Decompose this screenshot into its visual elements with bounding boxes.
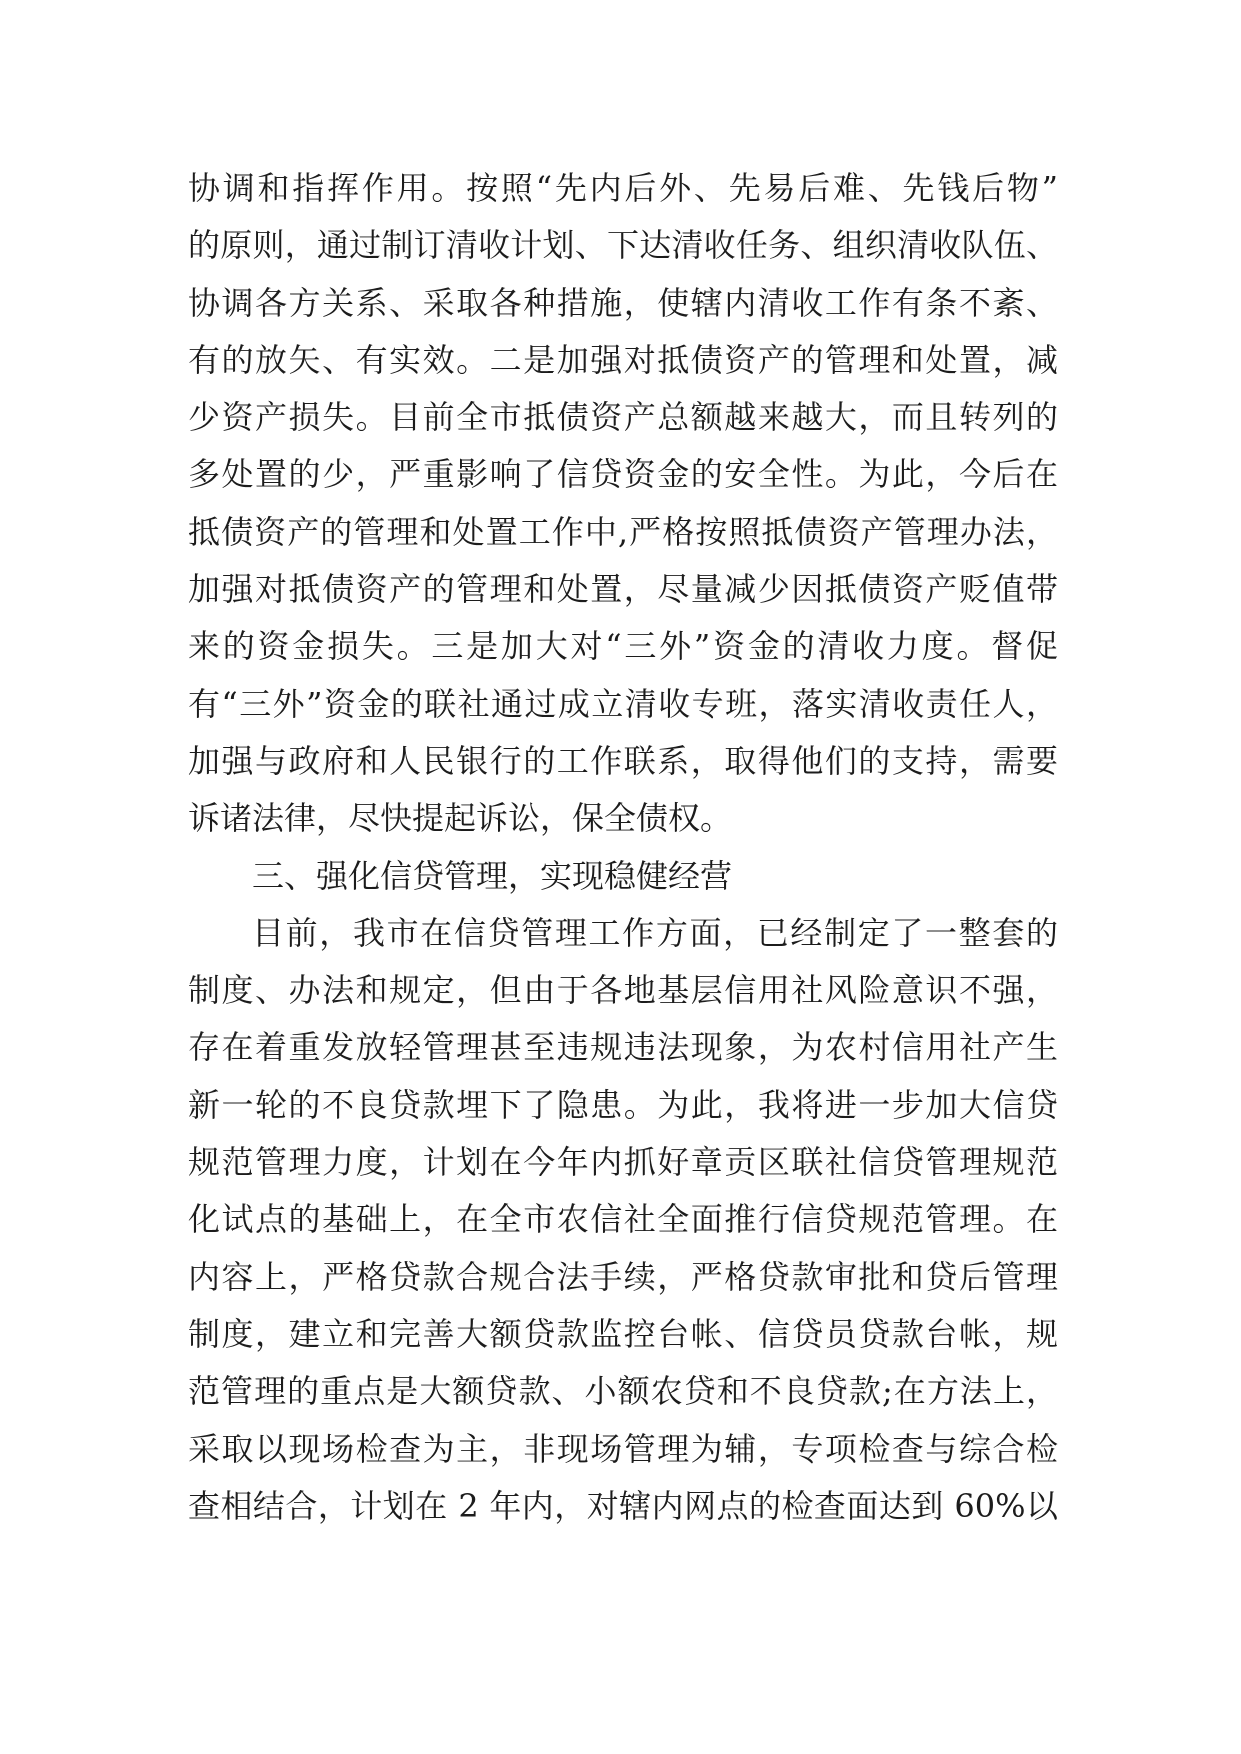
text-line: 诉诸法律，尽快提起诉讼，保全债权。 [188, 799, 733, 838]
section-heading: 三、强化信贷管理，实现稳健经营 [252, 856, 733, 895]
text-line: 加强与政府和人民银行的工作联系，取得他们的支持，需要 [188, 741, 1058, 780]
text-line: 规范管理力度，计划在今年内抓好章贡区联社信贷管理规范 [188, 1143, 1058, 1182]
text-line: 内容上，严格贷款合规合法手续，严格贷款审批和贷后管理 [188, 1257, 1058, 1296]
text-line: 多处置的少，严重影响了信贷资金的安全性。为此，今后在 [188, 455, 1058, 494]
text-line: 协调各方关系、采取各种措施，使辖内清收工作有条不紊、 [188, 283, 1058, 322]
text-line: 目前，我市在信贷管理工作方面，已经制定了一整套的 [252, 913, 1058, 952]
text-line: 化试点的基础上，在全市农信社全面推行信贷规范管理。在 [188, 1200, 1058, 1239]
text-line: 采取以现场检查为主，非现场管理为辅，专项检查与综合检 [188, 1429, 1058, 1468]
text-line: 制度、办法和规定，但由于各地基层信用社风险意识不强， [188, 971, 1058, 1010]
text-line: 有“三外”资金的联社通过成立清收专班，落实清收责任人， [188, 684, 1058, 723]
text-line: 存在着重发放轻管理甚至违规违法现象，为农村信用社产生 [188, 1028, 1058, 1067]
text-line: 范管理的重点是大额贷款、小额农贷和不良贷款;在方法上， [188, 1372, 1058, 1411]
text-line: 有的放矢、有实效。二是加强对抵债资产的管理和处置，减 [188, 340, 1058, 379]
text-line: 协调和指挥作用。按照“先内后外、先易后难、先钱后物” [188, 169, 1058, 207]
text-line: 来的资金损失。三是加大对“三外”资金的清收力度。督促 [188, 627, 1058, 666]
text-line: 加强对抵债资产的管理和处置，尽量减少因抵债资产贬值带 [188, 570, 1058, 609]
text-line: 制度，建立和完善大额贷款监控台帐、信贷员贷款台帐，规 [188, 1314, 1058, 1353]
text-line: 的原则，通过制订清收计划、下达清收任务、组织清收队伍、 [188, 226, 1058, 265]
text-line: 抵债资产的管理和处置工作中,严格按照抵债资产管理办法， [188, 512, 1058, 551]
text-line: 查相结合，计划在 2 年内，对辖内网点的检查面达到 60%以 [188, 1486, 1058, 1525]
document-body [188, 160, 1058, 1535]
text-line: 新一轮的不良贷款埋下了隐患。为此，我将进一步加大信贷 [188, 1085, 1058, 1124]
text-line: 少资产损失。目前全市抵债资产总额越来越大，而且转列的 [188, 398, 1058, 437]
